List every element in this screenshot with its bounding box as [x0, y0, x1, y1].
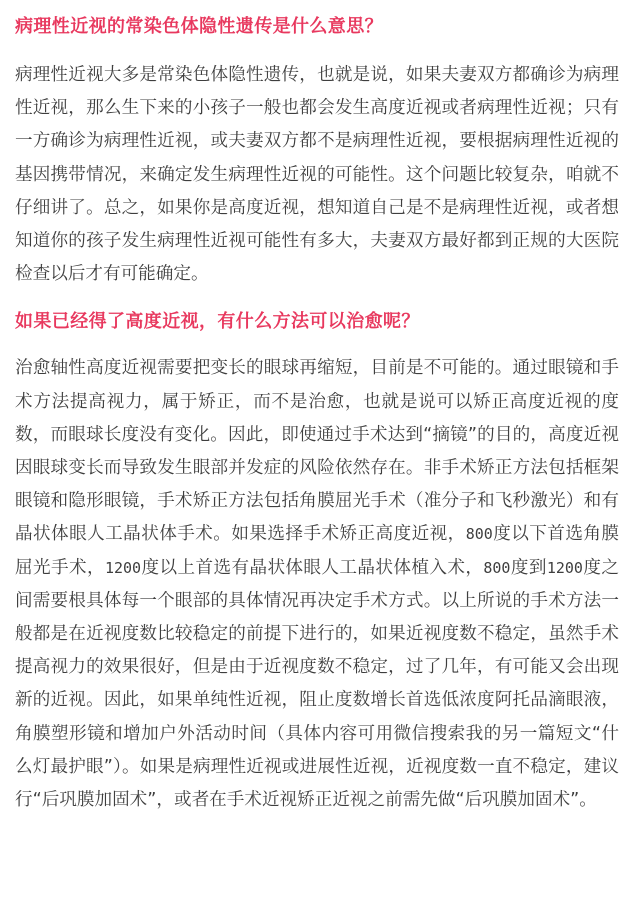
- degree-number: 1200: [104, 558, 142, 577]
- degree-number: 800: [483, 558, 511, 577]
- body-text-segment: 度以上首选有晶状体眼人工晶状体植入术，: [141, 557, 484, 578]
- article: [15, 0, 619, 817]
- body-text-segment: 度之间需要根具体每一个眼部的具体情况再决定手术方式。以上所说的手术方法一般都是在近视度数比较稳定的前提下进行的，如果近视度数不稳定，虽然手术提高视力的效果很好，但是由于近视度数不稳定，过了几年，有可能又会出现新的近视。因此，如果单纯性近视，阻止度数增长首选低浓度阿托品滴眼液，角膜塑形镜和增加户外活动时间（具体内容可用微信搜索我的另一篇短文“什么灯最护眼”）。如果是病理性近视或进展性近视，近视度数一直不稳定，建议行“后巩膜加固术”，或者在手术近视矫正近视之前需先做“后巩膜加固术”。: [15, 557, 619, 811]
- body-text-segment: 治愈轴性高度近视需要把变长的眼球再缩短，目前是不可能的。通过眼镜和手术方法提高视力，属于矫正，而不是治愈，也就是说可以矫正高度近视的度数，而眼球长度没有变化。因此，即使通过手术达到“摘镜”的目的，高度近视因眼球变长而导致发生眼部并发症的风险依然存在。非手术矫正方法包括框架眼镜和隐形眼镜，手术矫正方法包括角膜屈光手术（准分子和飞秒激光）和有晶状体眼人工晶状体手术。如果选择手术矫正高度近视，: [15, 358, 619, 545]
- degree-number: 800: [465, 525, 493, 544]
- section-heading-treatment: 如果已经得了高度近视，有什么方法可以治愈呢？: [15, 311, 420, 333]
- section-body-genetics: 病理性近视大多是常染色体隐性遗传，也就是说，如果夫妻双方都确诊为病理性近视，那么生下来的小孩子一般也都会发生高度近视或者病理性近视；只有一方确诊为病理性近视，或夫妻双方都不是病理性近视，要根据病理性近视的基因携带情况，来确定发生病理性近视的可能性。这个问题比较复杂，咱就不仔细讲了。总之，如果你是高度近视，想知道自己是不是病理性近视，或者想知道你的孩子发生病理性近视可能性有多大，夫妻双方最好都到正规的大医院检查以后才有可能确定。: [15, 65, 619, 285]
- section-body-treatment: [15, 352, 619, 817]
- degree-number: 1200: [546, 558, 583, 577]
- body-text-segment: 度以下首选角膜屈光手术，: [15, 524, 619, 578]
- section-heading-genetics: 病理性近视的常染色体隐性遗传是什么意思？: [15, 16, 383, 37]
- body-text-segment: 度到: [510, 557, 547, 578]
